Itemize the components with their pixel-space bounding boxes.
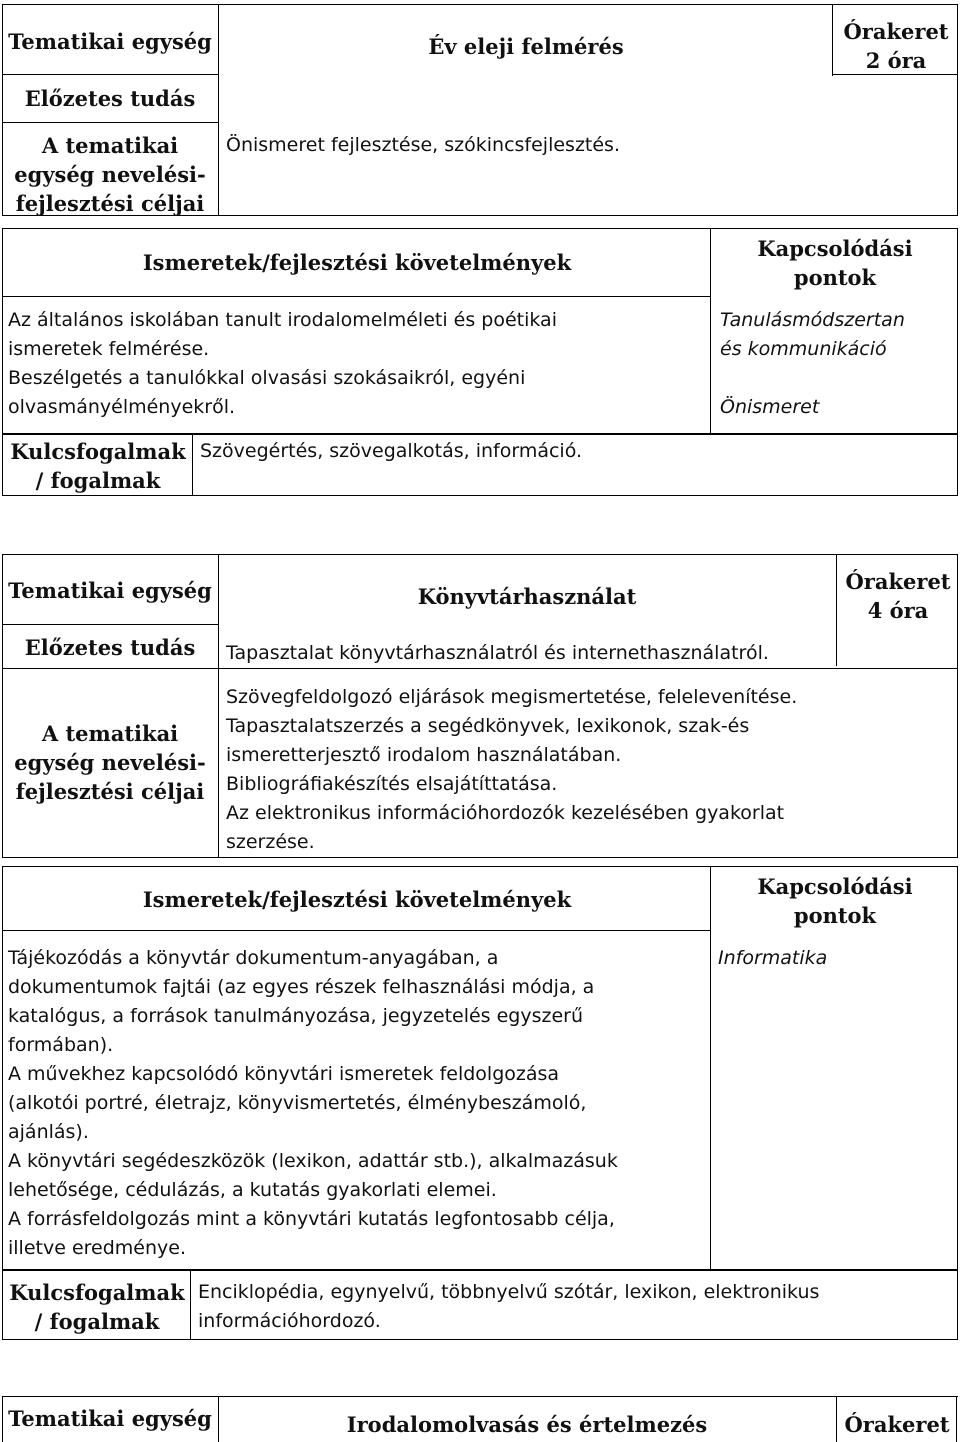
thematic-unit-label: Tematikai egység [8,1406,212,1431]
requirements-text: ismeretek felmérése. [8,338,210,360]
goals-text: ismeretterjesztő irodalom használatában. [226,744,622,766]
unit-title: Év eleji felmérés [428,34,624,59]
requirements-text: A művekhez kapcsolódó könyvtári ismeretek feldolgozása [8,1063,560,1085]
goals-label: egység nevelési- [14,162,206,187]
key-concepts-text: Enciklopédia, egynyelvű, többnyelvű szótár, lexikon, elektronikus [198,1281,820,1303]
goals-text: Az elektronikus információhordozók kezelésében gyakorlat [226,802,785,824]
requirements-text: Az általános iskolában tanult irodalomelméleti és poétikai [8,309,557,331]
requirements-text: A forrásfeldolgozás mint a könyvtári kutatás legfontosabb célja, [8,1208,615,1230]
requirements-text: olvasmányélményekről. [8,396,236,418]
goals-label: A tematikai [41,133,179,158]
requirements-text: katalógus, a források tanulmányozása, jegyzetelés egyszerű [8,1005,584,1027]
connections-item: Tanulásmódszertan [720,309,905,331]
thematic-unit-label: Tematikai egység [8,29,212,54]
goals-label: egység nevelési- [14,750,206,775]
key-concepts-label: Kulcsfogalmak [9,1280,185,1305]
requirements-text: ajánlás). [8,1121,89,1143]
connections-label: pontok [793,265,877,290]
key-concepts-text: információhordozó. [198,1310,381,1332]
hours-label: Órakeret [845,569,951,594]
connections-item: és kommunikáció [720,338,887,360]
thematic-unit-label: Tematikai egység [8,578,212,603]
connections-item: Informatika [718,947,828,969]
requirements-text: lehetősége, cédulázás, a kutatás gyakorlati elemei. [8,1179,497,1201]
hours-value: 4 óra [867,598,929,623]
requirements-text: formában). [8,1034,114,1056]
goals-text: Önismeret fejlesztése, szókincsfejlesztés. [226,134,620,156]
goals-text: Tapasztalatszerzés a segédkönyvek, lexikonok, szak-és [226,715,750,737]
requirements-label: Ismeretek/fejlesztési követelmények [142,887,572,912]
connections-item: Önismeret [720,396,820,418]
goals-label: fejlesztési céljai [15,191,205,216]
requirements-text: dokumentumok fajtái (az egyes részek felhasználási módja, a [8,976,595,998]
prior-knowledge-label: Előzetes tudás [24,86,196,111]
goals-label: fejlesztési céljai [15,779,205,804]
connections-label: pontok [793,903,877,928]
key-concepts-text: Szövegértés, szövegalkotás, információ. [200,440,583,462]
connections-label: Kapcsolódási [757,236,913,261]
key-concepts-label: Kulcsfogalmak [10,439,186,464]
hours-label: Órakeret [843,19,949,44]
key-concepts-label: / fogalmak [34,1309,160,1334]
key-concepts-label: / fogalmak [35,468,161,493]
requirements-text: Beszélgetés a tanulókkal olvasási szokásaikról, egyéni [8,367,526,389]
requirements-label: Ismeretek/fejlesztési követelmények [142,250,572,275]
hours-value: 2 óra [865,48,927,73]
requirements-text: (alkotói portré, életrajz, könyvismertetés, élménybeszámoló, [8,1092,587,1114]
prior-knowledge-label: Előzetes tudás [24,635,196,660]
hours-label: Órakeret [844,1412,950,1437]
requirements-text: A könyvtári segédeszközök (lexikon, adattár stb.), alkalmazásuk [8,1150,618,1172]
unit-title: Könyvtárhasználat [417,584,637,609]
connections-label: Kapcsolódási [757,874,913,899]
goals-text: Bibliográfiakészítés elsajátíttatása. [226,773,558,795]
requirements-text: illetve eredménye. [8,1237,186,1259]
unit-title: Irodalomolvasás és értelmezés [346,1412,708,1437]
goals-text: Szövegfeldolgozó eljárások megismertetése, felelevenítése. [226,686,798,708]
goals-label: A tematikai [41,721,179,746]
prior-knowledge-text: Tapasztalat könyvtárhasználatról és internethasználatról. [226,642,769,664]
goals-text: szerzése. [226,831,315,853]
requirements-text: Tájékozódás a könyvtár dokumentum-anyagában, a [8,947,499,969]
